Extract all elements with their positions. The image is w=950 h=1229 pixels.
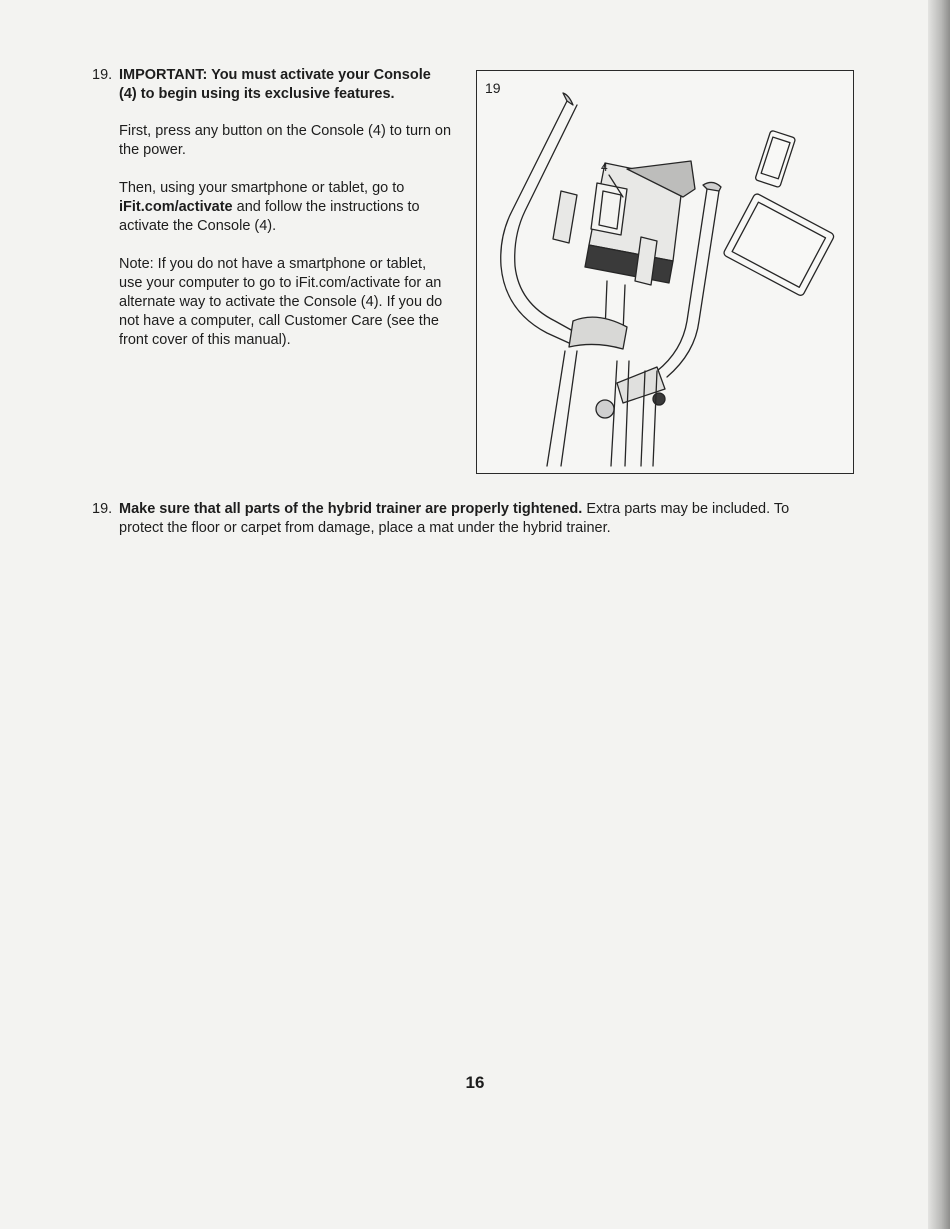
step-number: 19. [92,67,113,83]
activate-text-after: and follow the instructions to activate the Console (4). [119,199,420,234]
console-illustration [477,71,853,473]
figure-19 [476,70,854,474]
step-heading: Make sure that all parts of the hybrid trainer are properly tightened. [119,501,583,517]
step-paragraph-note: Note: If you do not have a smartphone or tablet, use your computer to go to iFit.com/activate for an alternate way to activate the Console (4). If you do not have a computer, call Customer Care (see the front cover of this manual). [119,256,443,348]
step-paragraph-power: First, press any button on the Console (4) to turn on the power. [119,123,452,158]
figure-number: 19 [485,80,501,96]
activate-text-before: Then, using your smartphone or tablet, go to [119,180,405,196]
step-19-tighten-parts [92,500,832,538]
step-paragraph-activate [119,179,452,236]
page-edge-shadow [928,0,950,1229]
step-19-activate-console [92,66,452,369]
step-body [119,66,452,350]
tablet-icon [723,193,835,297]
step-body [119,500,832,538]
step-text: Extra parts may be included. To protect the floor or carpet from damage, place a mat under the hybrid trainer. [119,501,790,536]
page-number: 16 [465,1073,485,1092]
smartphone-icon [755,130,796,187]
step-number: 19. [92,501,113,517]
callout-4: 4 [601,160,608,174]
step-heading: IMPORTANT: You must activate your Console (4) to begin using its exclusive features. [119,67,431,102]
activate-url: iFit.com/activate [119,199,233,215]
